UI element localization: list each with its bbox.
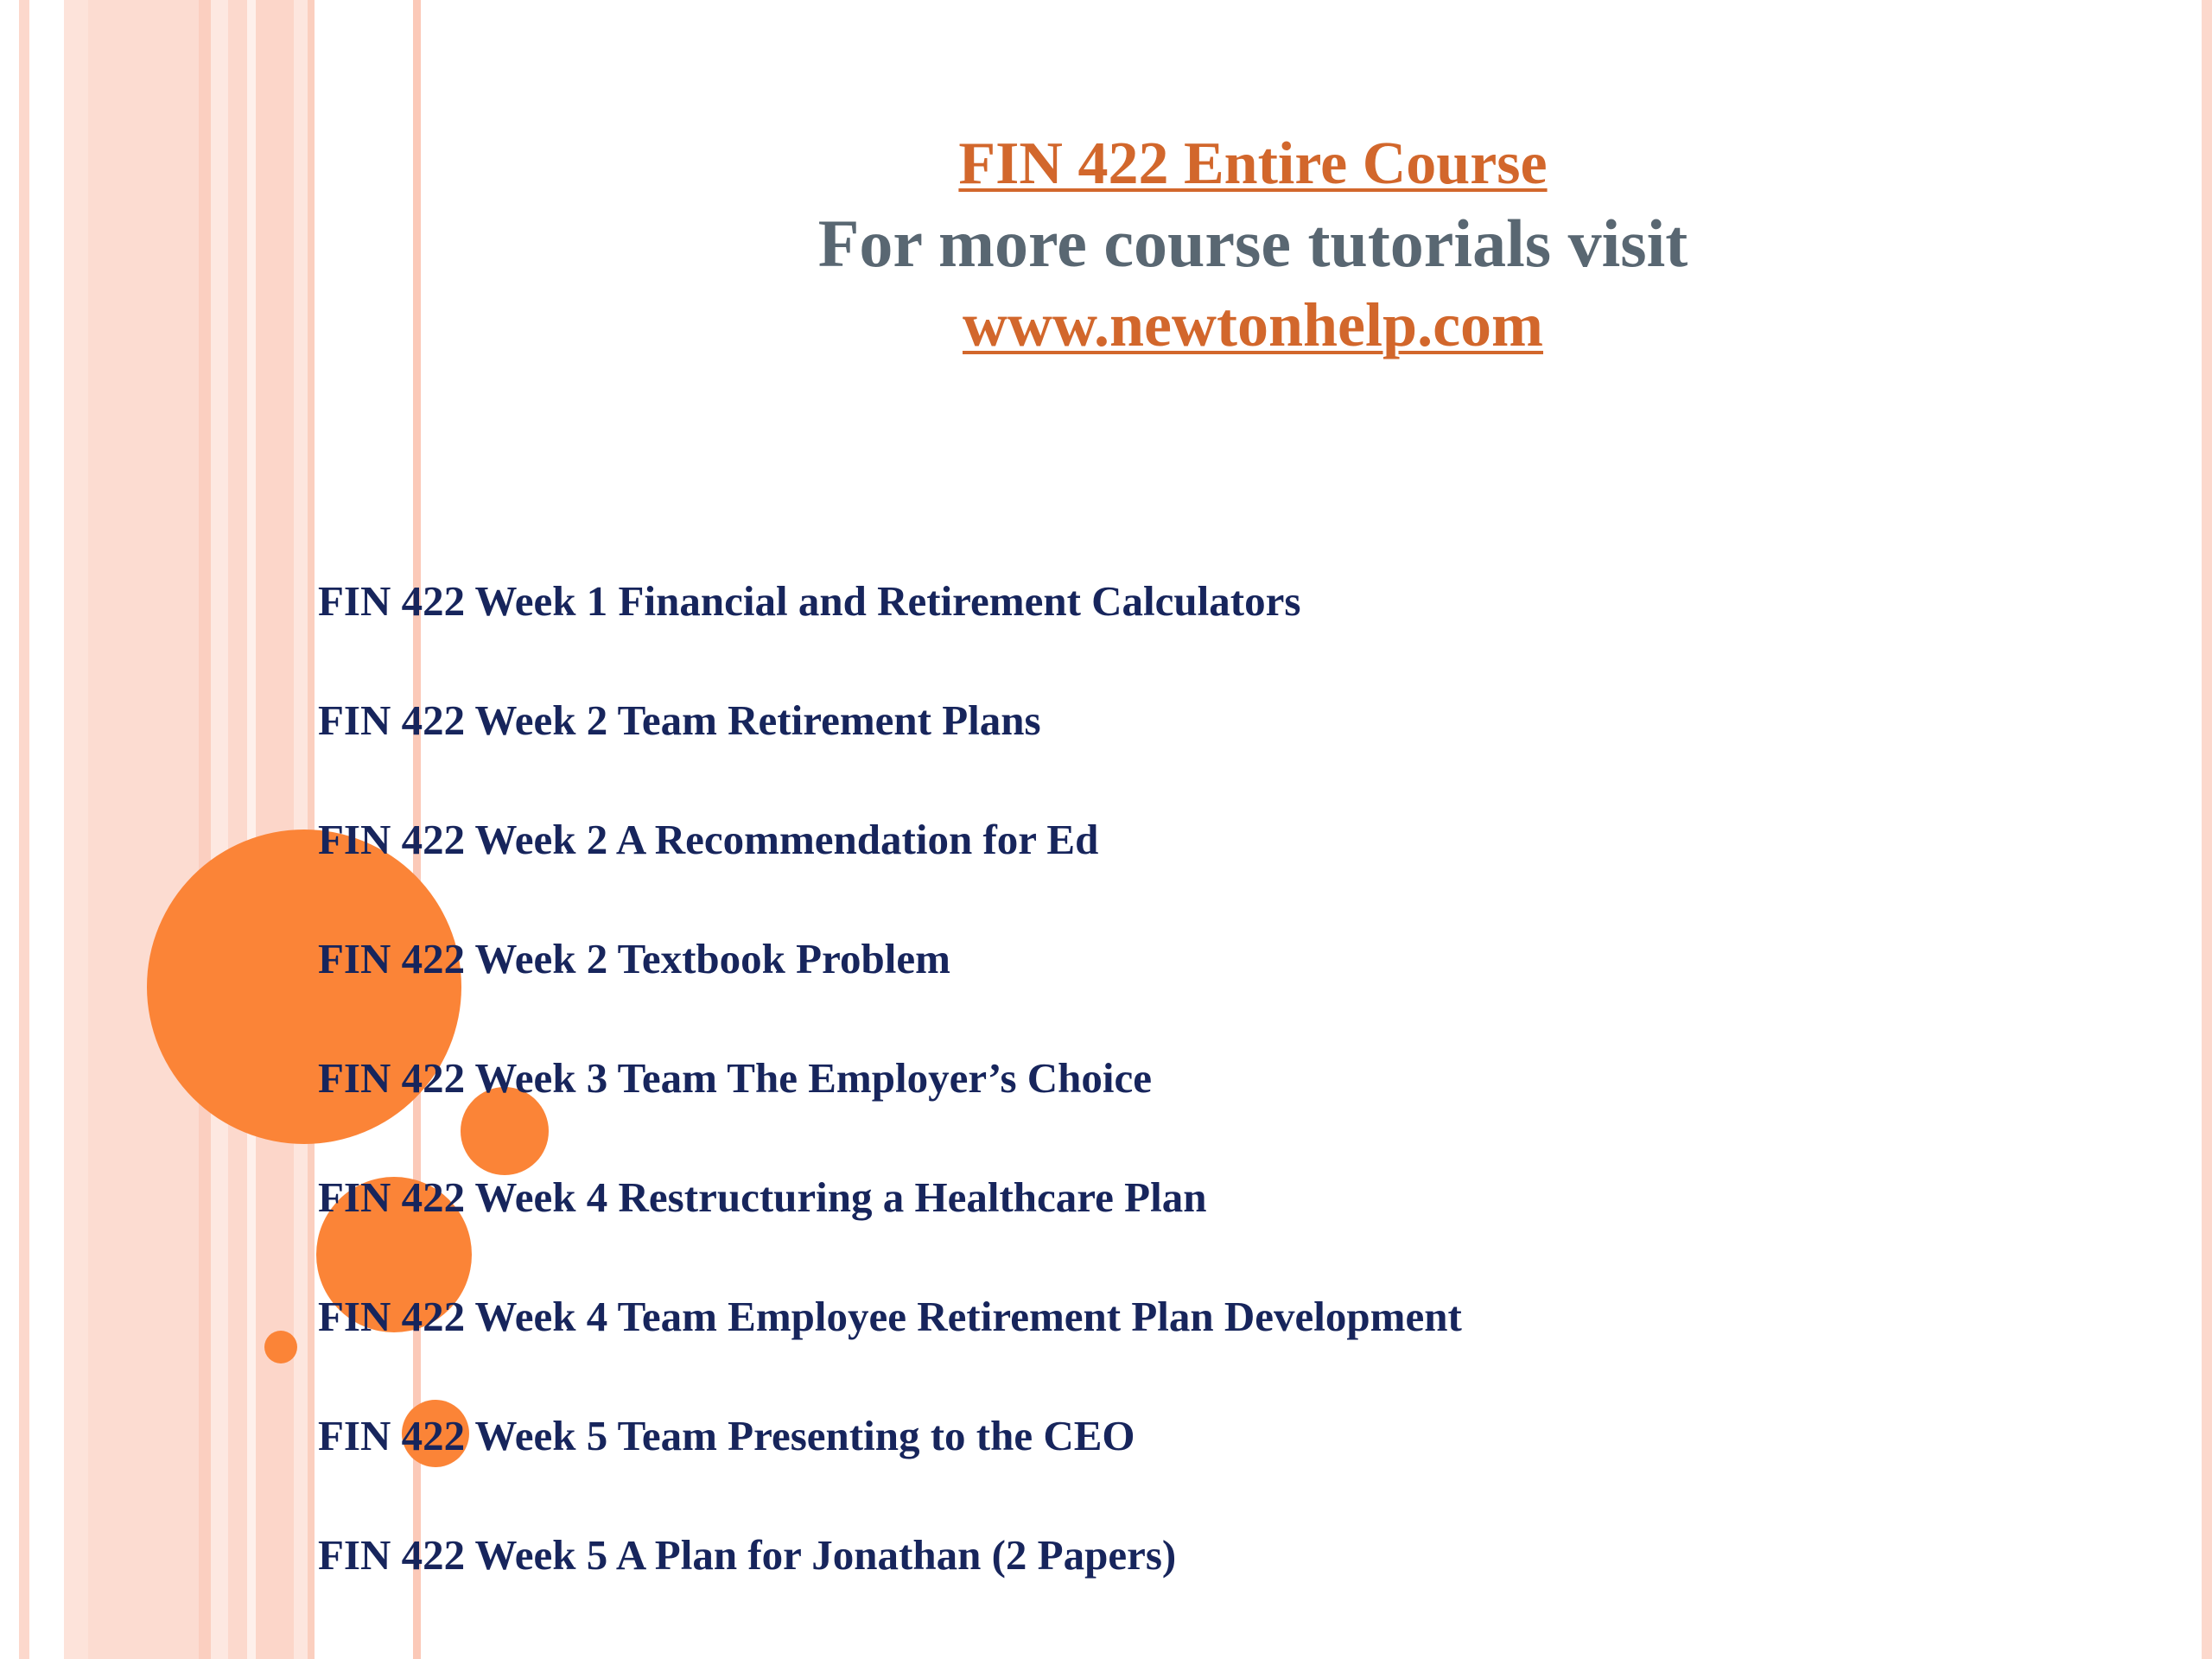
list-item: FIN 422 Week 1 Financial and Retirement Calculators [318,577,1301,625]
list-item: FIN 422 Week 2 Textbook Problem [318,935,950,982]
list-item: FIN 422 Week 5 A Plan for Jonathan (2 Papers) [318,1531,1177,1579]
list-item: FIN 422 Week 2 Team Retirement Plans [318,696,1041,744]
visit-text: For more course tutorials visit [817,206,1688,281]
list-item: FIN 422 Week 5 Team Presenting to the CEO [318,1412,1135,1459]
course-title-link[interactable]: FIN 422 Entire Course [958,130,1548,197]
list-item: FIN 422 Week 4 Restructuring a Healthcare Plan [318,1173,1207,1221]
list-item: FIN 422 Week 3 Team The Employer’s Choice [318,1054,1153,1102]
course-item-list [318,572,1462,1645]
list-item: FIN 422 Week 4 Team Employee Retirement Plan Development [318,1293,1462,1340]
small-dot [264,1331,297,1363]
header [709,130,1797,365]
website-link[interactable]: www.newtonhelp.com [962,290,1543,359]
list-item: FIN 422 Week 2 A Recommendation for Ed [318,816,1099,863]
